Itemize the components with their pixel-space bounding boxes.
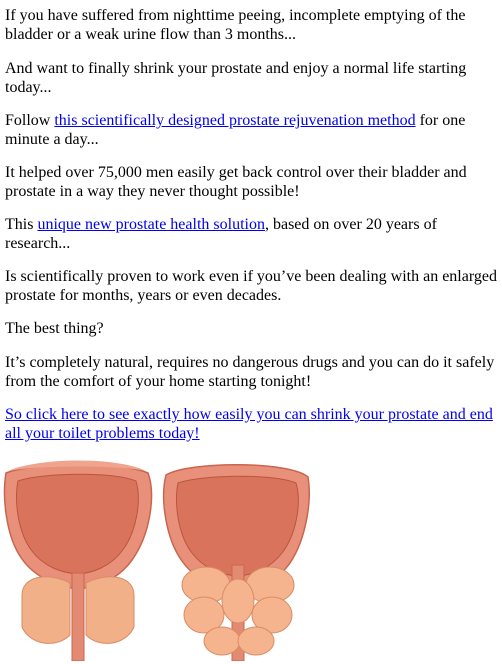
paragraph-click-here — [5, 405, 497, 443]
paragraph-completely-natural: It’s completely natural, requires no dangerous drugs and you can do it safely from the comfort of your home starting tonight! — [5, 354, 495, 390]
click-here-cta-link[interactable]: So click here to see exactly how easily you can shrink your prostate and end all your toilet problems today! — [5, 406, 493, 442]
paragraph-helped-men: It helped over 75,000 men easily get back control over their bladder and prostate in a way they never thought possible! — [5, 164, 467, 200]
paragraph-nighttime-peeing: If you have suffered from nighttime peeing, incomplete emptying of the bladder or a weak urine flow than 3 months... — [5, 7, 466, 43]
prostate-comparison-illustration[interactable] — [0, 455, 310, 661]
enlarged-prostate — [182, 567, 294, 655]
paragraph-scientifically-proven: Is scientifically proven to work even if you’ve been dealing with an enlarged prostate for months, years or even decades. — [5, 268, 497, 304]
paragraph-follow-method: Follow this scientifically designed prostate rejuvenation method for one minute a day... — [5, 112, 466, 148]
enlarged-prostate-diagram — [164, 465, 309, 661]
normal-prostate-diagram — [5, 461, 152, 662]
paragraph-shrink-prostate: And want to finally shrink your prostate and enjoy a normal life starting today... — [5, 60, 467, 96]
prostate-health-solution-link[interactable]: unique new prostate health solution — [37, 216, 265, 233]
paragraph-best-thing: The best thing? — [5, 320, 104, 337]
rejuvenation-method-link[interactable]: this scientifically designed prostate rejuvenation method — [54, 112, 416, 129]
paragraph-unique-solution: This unique new prostate health solution, based on over 20 years of research... — [5, 216, 437, 252]
normal-urethra — [72, 573, 84, 661]
